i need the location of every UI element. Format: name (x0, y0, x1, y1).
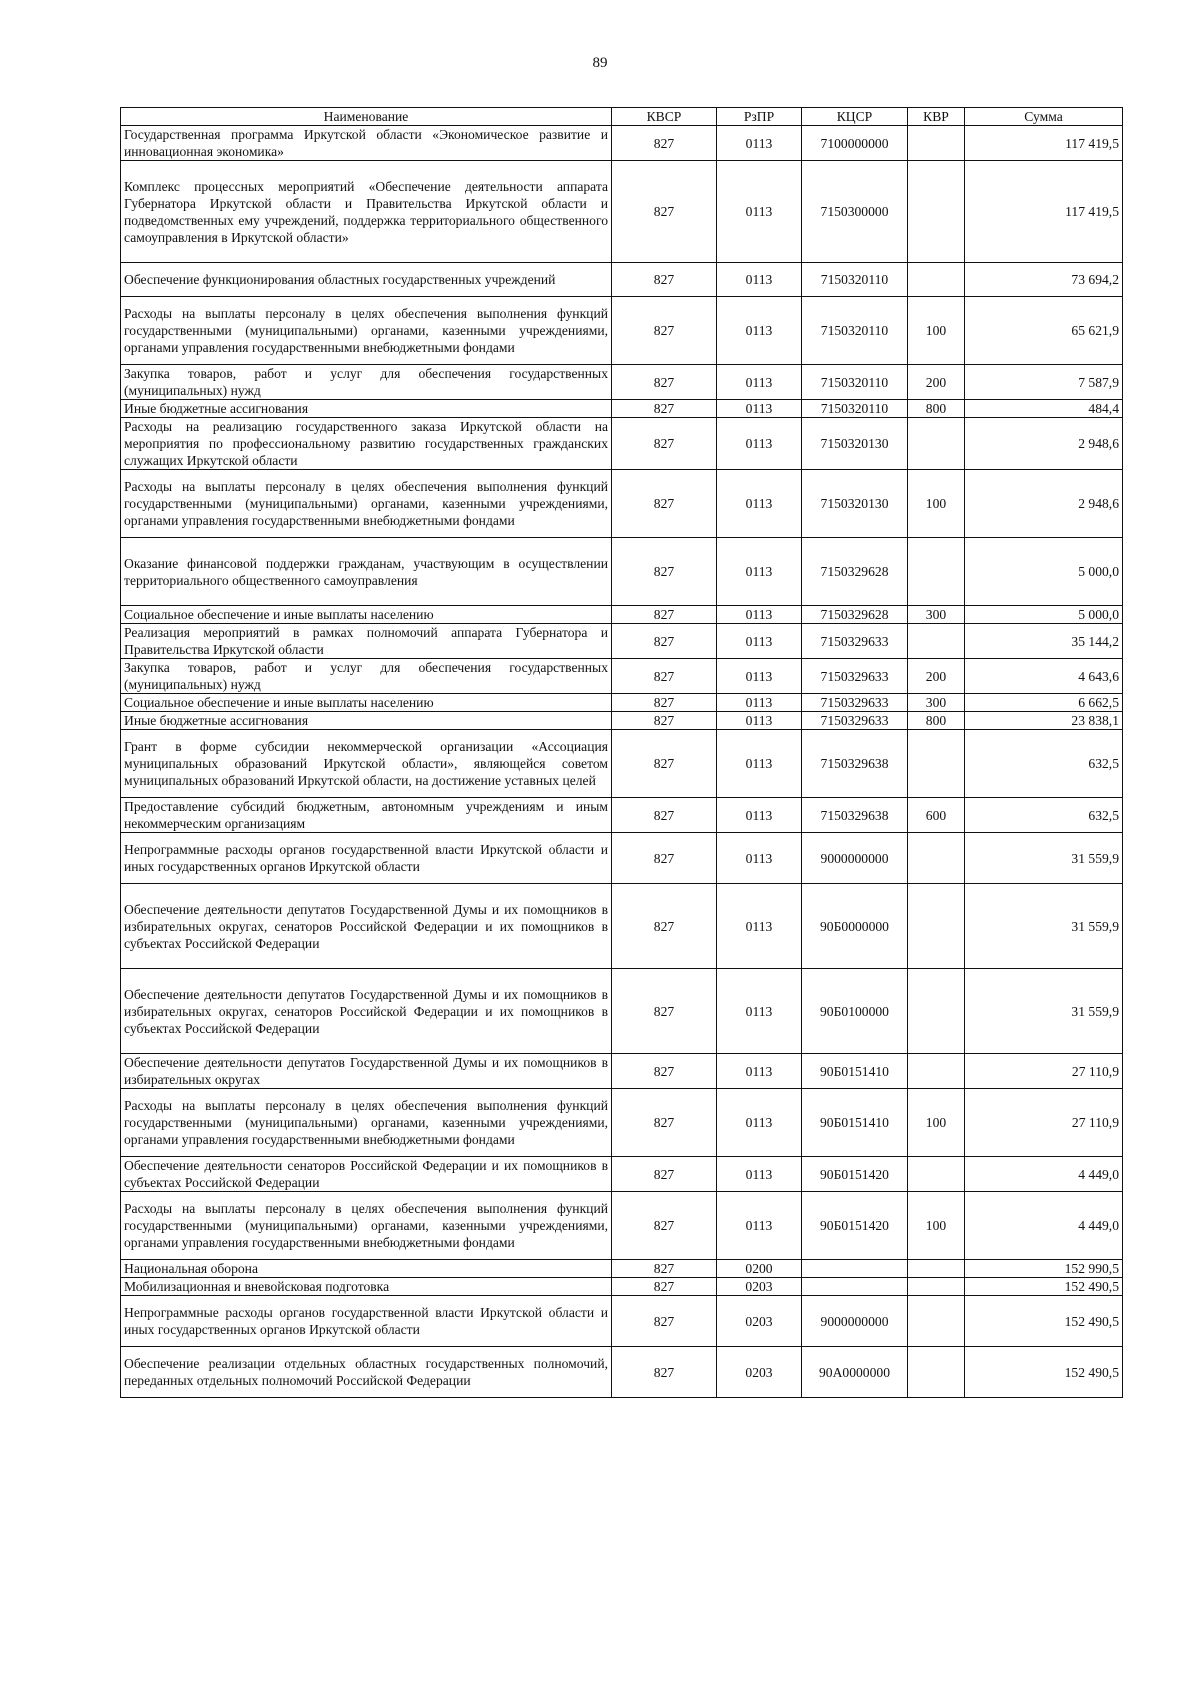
table-row (121, 694, 1123, 712)
row-kvr (908, 538, 965, 606)
column-header-sum: Сумма (965, 108, 1123, 126)
table-row (121, 624, 1123, 659)
row-kvsr: 827 (612, 297, 717, 365)
table-row (121, 606, 1123, 624)
table-row (121, 1192, 1123, 1260)
row-kcsr (802, 1260, 908, 1278)
row-kcsr: 7150329633 (802, 659, 908, 694)
row-kcsr: 7150320110 (802, 297, 908, 365)
row-kvsr: 827 (612, 606, 717, 624)
row-kcsr: 90А0000000 (802, 1347, 908, 1398)
column-header-kvr: КВР (908, 108, 965, 126)
table-row (121, 1278, 1123, 1296)
table-row (121, 798, 1123, 833)
row-kvsr: 827 (612, 161, 717, 263)
table-row (121, 400, 1123, 418)
table-row (121, 470, 1123, 538)
row-rzpr: 0113 (717, 606, 802, 624)
row-sum: 35 144,2 (965, 624, 1123, 659)
row-name: Непрограммные расходы органов государственной власти Иркутской области и иных государственных органов Иркутской области (121, 833, 612, 884)
row-kvsr: 827 (612, 1157, 717, 1192)
row-name: Социальное обеспечение и иные выплаты населению (121, 606, 612, 624)
row-rzpr: 0113 (717, 884, 802, 969)
row-kvr (908, 730, 965, 798)
row-kcsr: 9000000000 (802, 833, 908, 884)
row-sum: 152 490,5 (965, 1296, 1123, 1347)
row-kvsr: 827 (612, 1054, 717, 1089)
row-kvr (908, 161, 965, 263)
table-row (121, 712, 1123, 730)
row-rzpr: 0113 (717, 1192, 802, 1260)
row-rzpr: 0113 (717, 126, 802, 161)
row-name: Расходы на выплаты персоналу в целях обеспечения выполнения функций государственными (муниципальными) органами, казенными учреждениями, органами управления государственными внебюджетными фондами (121, 470, 612, 538)
row-name: Непрограммные расходы органов государственной власти Иркутской области и иных государственных органов Иркутской области (121, 1296, 612, 1347)
row-kvsr: 827 (612, 538, 717, 606)
row-name: Закупка товаров, работ и услуг для обеспечения государственных (муниципальных) нужд (121, 365, 612, 400)
row-kvr (908, 1296, 965, 1347)
row-kvr (908, 1278, 965, 1296)
row-kcsr: 90Б0151420 (802, 1157, 908, 1192)
row-kvr (908, 418, 965, 470)
row-sum: 27 110,9 (965, 1089, 1123, 1157)
row-kvsr: 827 (612, 884, 717, 969)
table-row (121, 161, 1123, 263)
row-sum: 2 948,6 (965, 470, 1123, 538)
table-body (121, 126, 1123, 1398)
row-kcsr (802, 1278, 908, 1296)
row-kvsr: 827 (612, 798, 717, 833)
row-sum: 117 419,5 (965, 126, 1123, 161)
row-rzpr: 0113 (717, 659, 802, 694)
row-rzpr: 0113 (717, 538, 802, 606)
row-rzpr: 0113 (717, 1054, 802, 1089)
row-name: Комплекс процессных мероприятий «Обеспечение деятельности аппарата Губернатора Иркутской области и Правительства Иркутской области и подведомственных ему учреждений, поддержка территориального общественного самоуправления в Иркутской области» (121, 161, 612, 263)
row-sum: 152 490,5 (965, 1347, 1123, 1398)
table-row (121, 297, 1123, 365)
row-sum: 117 419,5 (965, 161, 1123, 263)
row-kcsr: 7150300000 (802, 161, 908, 263)
row-sum: 152 990,5 (965, 1260, 1123, 1278)
row-name: Иные бюджетные ассигнования (121, 400, 612, 418)
row-name: Реализация мероприятий в рамках полномочий аппарата Губернатора и Правительства Иркутской области (121, 624, 612, 659)
row-rzpr: 0113 (717, 418, 802, 470)
row-kvr (908, 1347, 965, 1398)
row-kvr: 200 (908, 365, 965, 400)
row-kvsr: 827 (612, 470, 717, 538)
row-name: Обеспечение деятельности сенаторов Российской Федерации и их помощников в субъектах Российской Федерации (121, 1157, 612, 1192)
row-kcsr: 90Б0100000 (802, 969, 908, 1054)
row-kvsr: 827 (612, 365, 717, 400)
row-rzpr: 0113 (717, 694, 802, 712)
row-rzpr: 0113 (717, 969, 802, 1054)
row-rzpr: 0113 (717, 798, 802, 833)
row-kcsr: 7150320130 (802, 418, 908, 470)
table-row (121, 730, 1123, 798)
table-row (121, 1260, 1123, 1278)
row-sum: 27 110,9 (965, 1054, 1123, 1089)
row-kcsr: 90Б0000000 (802, 884, 908, 969)
row-sum: 484,4 (965, 400, 1123, 418)
table-row (121, 418, 1123, 470)
row-rzpr: 0203 (717, 1296, 802, 1347)
row-kvr: 100 (908, 297, 965, 365)
row-kcsr: 90Б0151420 (802, 1192, 908, 1260)
row-name: Государственная программа Иркутской области «Экономическое развитие и инновационная экономика» (121, 126, 612, 161)
row-kvr: 600 (908, 798, 965, 833)
table-row (121, 884, 1123, 969)
table-row (121, 1054, 1123, 1089)
row-name: Национальная оборона (121, 1260, 612, 1278)
row-sum: 7 587,9 (965, 365, 1123, 400)
row-kvr: 800 (908, 712, 965, 730)
row-name: Обеспечение функционирования областных государственных учреждений (121, 263, 612, 297)
row-sum: 152 490,5 (965, 1278, 1123, 1296)
row-kcsr: 9000000000 (802, 1296, 908, 1347)
row-sum: 2 948,6 (965, 418, 1123, 470)
row-kcsr: 7150320110 (802, 400, 908, 418)
row-kcsr: 7150329633 (802, 694, 908, 712)
row-sum: 4 449,0 (965, 1157, 1123, 1192)
table-row (121, 1347, 1123, 1398)
row-kvsr: 827 (612, 400, 717, 418)
row-rzpr: 0113 (717, 400, 802, 418)
row-kcsr: 7150320110 (802, 263, 908, 297)
row-kvr: 100 (908, 1089, 965, 1157)
row-kvsr: 827 (612, 694, 717, 712)
row-kvsr: 827 (612, 418, 717, 470)
row-kvr: 300 (908, 606, 965, 624)
row-rzpr: 0113 (717, 263, 802, 297)
row-rzpr: 0113 (717, 365, 802, 400)
row-kvsr: 827 (612, 126, 717, 161)
row-rzpr: 0113 (717, 712, 802, 730)
row-rzpr: 0200 (717, 1260, 802, 1278)
row-sum: 4 449,0 (965, 1192, 1123, 1260)
row-kcsr: 7150329628 (802, 538, 908, 606)
row-kvr: 100 (908, 1192, 965, 1260)
row-name: Расходы на реализацию государственного заказа Иркутской области на мероприятия по профессиональному развитию государственных гражданских служащих Иркутской области (121, 418, 612, 470)
row-kvsr: 827 (612, 730, 717, 798)
table-row (121, 365, 1123, 400)
row-kvr: 200 (908, 659, 965, 694)
row-kcsr: 7150329633 (802, 712, 908, 730)
row-name: Грант в форме субсидии некоммерческой организации «Ассоциация муниципальных образований Иркутской области», являющейся советом муниципальных образований Иркутской области, на достижение уставных целей (121, 730, 612, 798)
row-sum: 31 559,9 (965, 833, 1123, 884)
row-rzpr: 0113 (717, 161, 802, 263)
row-kvsr: 827 (612, 1347, 717, 1398)
row-name: Расходы на выплаты персоналу в целях обеспечения выполнения функций государственными (муниципальными) органами, казенными учреждениями, органами управления государственными внебюджетными фондами (121, 1089, 612, 1157)
row-rzpr: 0203 (717, 1278, 802, 1296)
row-kvsr: 827 (612, 1278, 717, 1296)
row-kvsr: 827 (612, 833, 717, 884)
row-sum: 5 000,0 (965, 606, 1123, 624)
row-sum: 632,5 (965, 730, 1123, 798)
row-name: Социальное обеспечение и иные выплаты населению (121, 694, 612, 712)
row-name: Закупка товаров, работ и услуг для обеспечения государственных (муниципальных) нужд (121, 659, 612, 694)
row-kvsr: 827 (612, 712, 717, 730)
row-kvsr: 827 (612, 624, 717, 659)
table-row (121, 1157, 1123, 1192)
row-name: Расходы на выплаты персоналу в целях обеспечения выполнения функций государственными (муниципальными) органами, казенными учреждениями, органами управления государственными внебюджетными фондами (121, 297, 612, 365)
table-row (121, 659, 1123, 694)
row-sum: 5 000,0 (965, 538, 1123, 606)
row-kvr (908, 884, 965, 969)
row-kvsr: 827 (612, 1296, 717, 1347)
row-kvr (908, 624, 965, 659)
row-kvr (908, 969, 965, 1054)
row-kcsr: 7150329638 (802, 798, 908, 833)
row-kcsr: 7150329633 (802, 624, 908, 659)
row-rzpr: 0113 (717, 833, 802, 884)
row-name: Оказание финансовой поддержки гражданам, участвующим в осуществлении территориального общественного самоуправления (121, 538, 612, 606)
table-row (121, 833, 1123, 884)
row-kvsr: 827 (612, 659, 717, 694)
row-kvsr: 827 (612, 1089, 717, 1157)
page-number: 89 (592, 55, 608, 71)
column-header-kcsr: КЦСР (802, 108, 908, 126)
table-row (121, 126, 1123, 161)
row-name: Обеспечение реализации отдельных областных государственных полномочий, переданных отдельных полномочий Российской Федерации (121, 1347, 612, 1398)
row-rzpr: 0113 (717, 1157, 802, 1192)
row-kvr (908, 1054, 965, 1089)
row-kcsr: 7100000000 (802, 126, 908, 161)
row-kvr (908, 1260, 965, 1278)
row-kcsr: 90Б0151410 (802, 1089, 908, 1157)
row-name: Обеспечение деятельности депутатов Государственной Думы и их помощников в избирательных округах (121, 1054, 612, 1089)
row-sum: 6 662,5 (965, 694, 1123, 712)
row-rzpr: 0113 (717, 470, 802, 538)
table-header-row (121, 108, 1123, 126)
budget-table (120, 107, 1123, 1398)
row-name: Обеспечение деятельности депутатов Государственной Думы и их помощников в избирательных округах, сенаторов Российской Федерации и их помощников в субъектах Российской Федерации (121, 969, 612, 1054)
row-kvr (908, 126, 965, 161)
row-rzpr: 0113 (717, 297, 802, 365)
row-name: Предоставление субсидий бюджетным, автономным учреждениям и иным некоммерческим организациям (121, 798, 612, 833)
row-kvr (908, 833, 965, 884)
table-row (121, 1296, 1123, 1347)
row-kcsr: 7150329638 (802, 730, 908, 798)
row-sum: 65 621,9 (965, 297, 1123, 365)
row-kvsr: 827 (612, 1192, 717, 1260)
row-rzpr: 0113 (717, 1089, 802, 1157)
column-header-rzpr: РзПР (717, 108, 802, 126)
column-header-name: Наименование (121, 108, 612, 126)
row-kcsr: 7150320110 (802, 365, 908, 400)
row-name: Обеспечение деятельности депутатов Государственной Думы и их помощников в избирательных округах, сенаторов Российской Федерации и их помощников в субъектах Российской Федерации (121, 884, 612, 969)
table-row (121, 538, 1123, 606)
row-kcsr: 90Б0151410 (802, 1054, 908, 1089)
row-kvr (908, 263, 965, 297)
row-sum: 31 559,9 (965, 884, 1123, 969)
row-kvsr: 827 (612, 1260, 717, 1278)
row-rzpr: 0203 (717, 1347, 802, 1398)
row-kcsr: 7150320130 (802, 470, 908, 538)
row-sum: 73 694,2 (965, 263, 1123, 297)
row-kvsr: 827 (612, 969, 717, 1054)
row-kvr (908, 1157, 965, 1192)
table-row (121, 1089, 1123, 1157)
row-sum: 632,5 (965, 798, 1123, 833)
row-rzpr: 0113 (717, 730, 802, 798)
row-sum: 31 559,9 (965, 969, 1123, 1054)
column-header-kvsr: КВСР (612, 108, 717, 126)
row-sum: 23 838,1 (965, 712, 1123, 730)
row-kvsr: 827 (612, 263, 717, 297)
row-rzpr: 0113 (717, 624, 802, 659)
row-kvr: 100 (908, 470, 965, 538)
table-row (121, 969, 1123, 1054)
row-name: Иные бюджетные ассигнования (121, 712, 612, 730)
row-sum: 4 643,6 (965, 659, 1123, 694)
row-name: Мобилизационная и вневойсковая подготовка (121, 1278, 612, 1296)
row-kvr: 300 (908, 694, 965, 712)
row-name: Расходы на выплаты персоналу в целях обеспечения выполнения функций государственными (муниципальными) органами, казенными учреждениями, органами управления государственными внебюджетными фондами (121, 1192, 612, 1260)
row-kcsr: 7150329628 (802, 606, 908, 624)
table-row (121, 263, 1123, 297)
row-kvr: 800 (908, 400, 965, 418)
